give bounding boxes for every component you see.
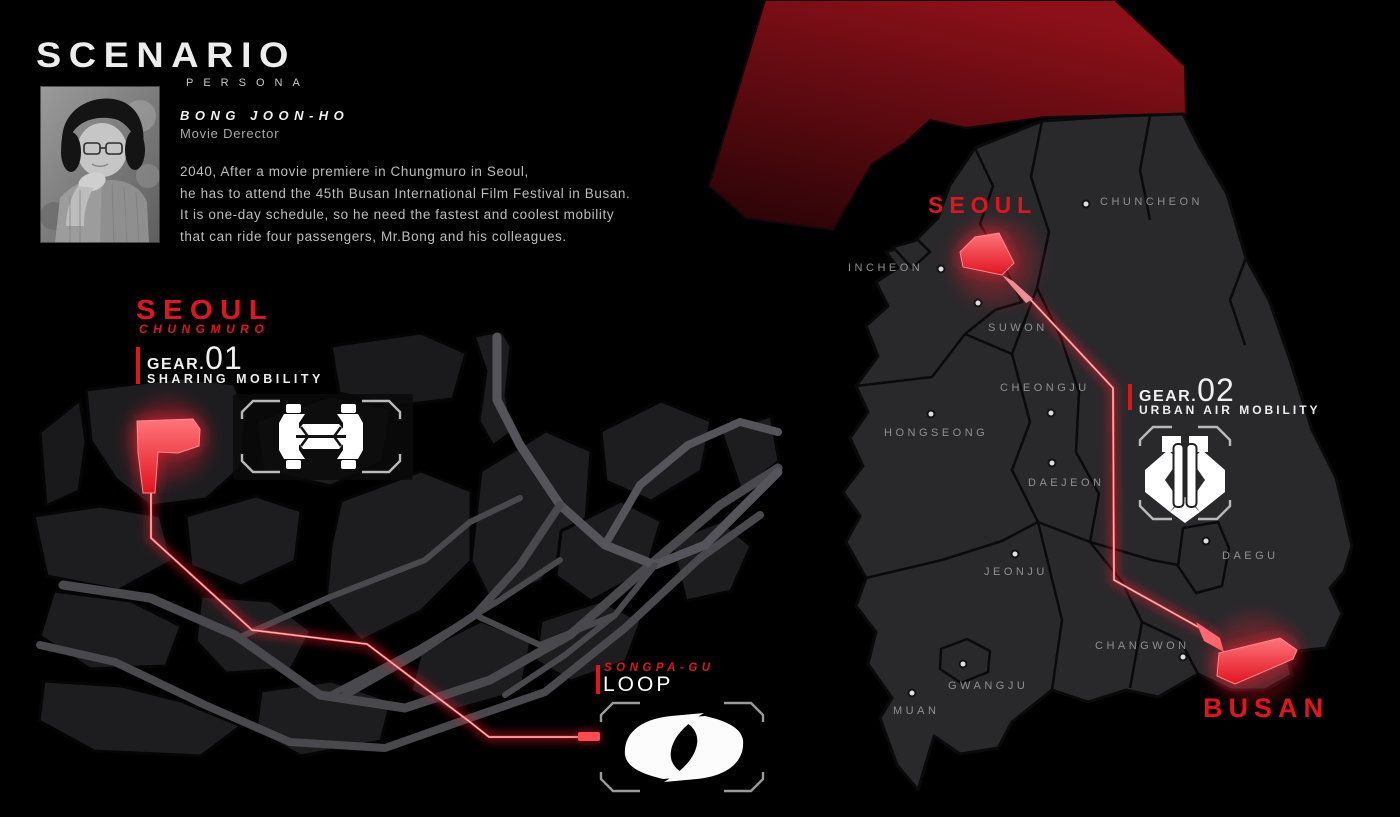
right-map-origin-label: SEOUL — [928, 192, 1038, 218]
loop-swoosh-icon — [601, 703, 763, 791]
gear2-prefix: GEAR. — [1139, 388, 1198, 405]
city-label: CHUNCHEON — [1100, 196, 1203, 208]
persona-photo — [40, 86, 160, 243]
gear2-name: URBAN AIR MOBILITY — [1139, 403, 1321, 417]
car-top-view-icon — [233, 394, 413, 480]
city-label: DAEGU — [1222, 550, 1279, 562]
page-title: SCENARIO — [36, 36, 297, 75]
city-label: JEONJU — [984, 566, 1048, 578]
scenario-line: It is one-day schedule, so he need the fastest and coolest mobility — [180, 207, 615, 222]
loop-district-label: SONGPA-GU — [604, 662, 715, 674]
city-label: INCHEON — [848, 262, 924, 274]
scenario-description — [180, 161, 630, 247]
city-label: DAEJEON — [1028, 477, 1105, 489]
loop-icon-swooshes — [625, 713, 743, 782]
left-map-city-label: SEOUL — [136, 294, 275, 325]
gear1-number: 01 — [205, 340, 243, 376]
gear2-number: 02 — [1197, 372, 1235, 408]
city-label: CHEONGJU — [1000, 382, 1090, 394]
right-map-korea — [709, 0, 1352, 790]
persona-photo-illustration — [40, 86, 160, 243]
left-map-district-label: CHUNGMURO — [139, 322, 270, 336]
gear1-accent-bar — [136, 347, 140, 384]
scenario-line: 2040, After a movie premiere in Chungmuro in Seoul, — [180, 164, 529, 179]
left-map-seoul-city — [34, 331, 779, 791]
scenario-line: he has to attend the 45th Busan International Film Festival in Busan. — [180, 185, 631, 201]
loop-label: LOOP — [603, 673, 674, 696]
persona-name: BONG JOON-HO — [180, 108, 350, 123]
scenario-line: that can ride four passengers, Mr.Bong and his colleagues. — [180, 228, 567, 244]
city-label: GWANGJU — [948, 680, 1029, 692]
persona-section-label: PERSONA — [186, 77, 310, 89]
loop-accent-bar — [596, 665, 600, 694]
persona-role: Movie Derector — [180, 126, 280, 141]
gear1-name: SHARING MOBILITY — [147, 372, 324, 386]
city-label: CHANGWON — [1095, 640, 1190, 652]
gear2-accent-bar — [1128, 384, 1132, 410]
city-label: HONGSEONG — [884, 427, 989, 439]
city-label: SUWON — [988, 322, 1048, 334]
city-label: MUAN — [893, 705, 940, 717]
gear1-prefix: GEAR. — [147, 356, 206, 373]
route-terminal-bar — [578, 732, 600, 741]
right-map-destination-label: BUSAN — [1203, 693, 1330, 723]
